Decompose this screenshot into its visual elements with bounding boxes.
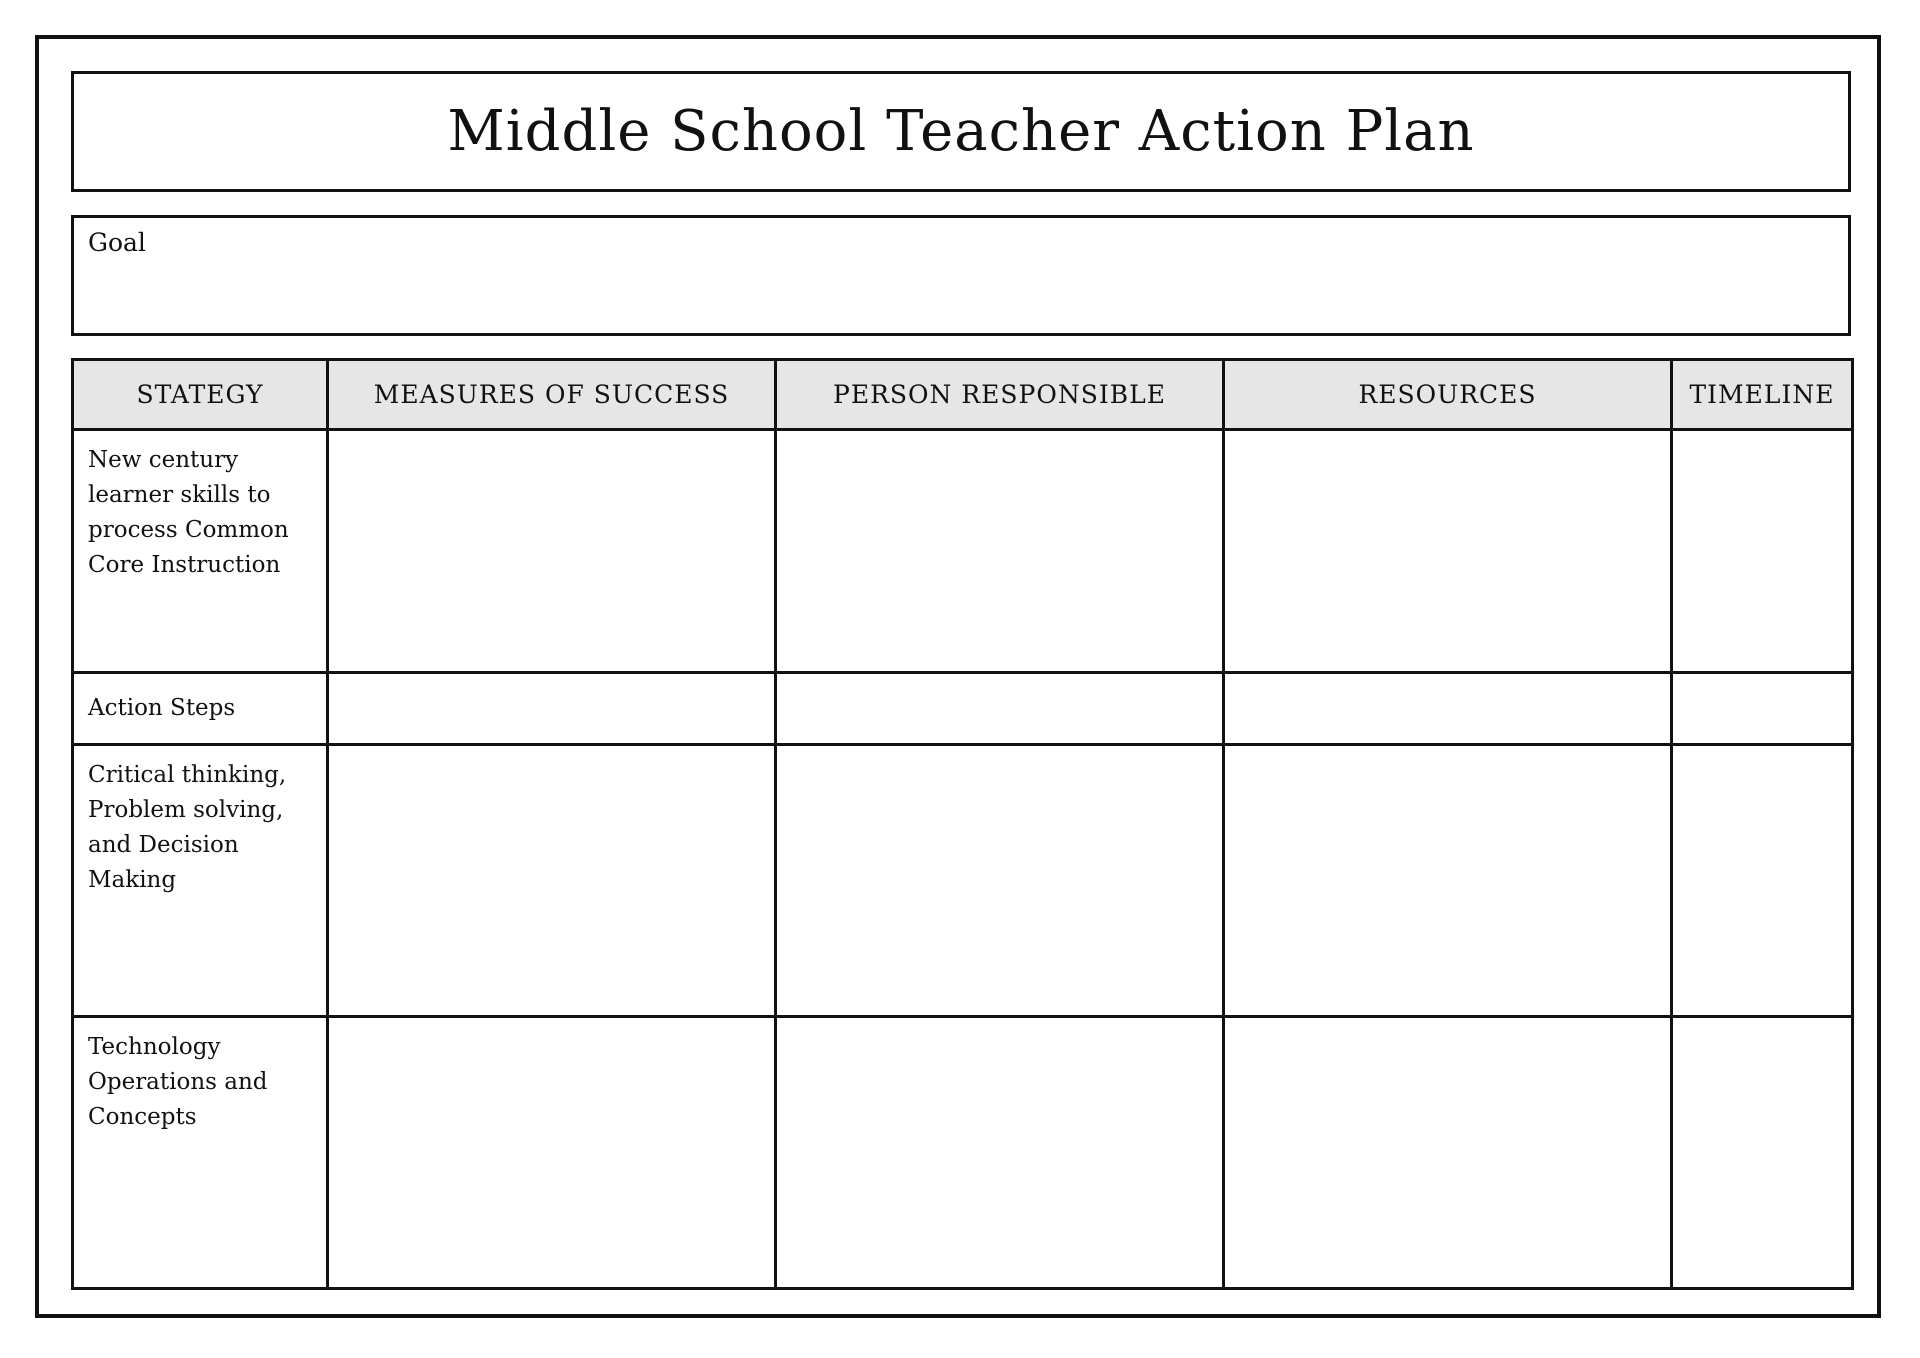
- person-cell[interactable]: [776, 1017, 1224, 1289]
- page-title: Middle School Teacher Action Plan: [447, 99, 1475, 164]
- timeline-cell[interactable]: [1672, 430, 1853, 673]
- strategy-cell: New century learner skills to process Common Core Instruction: [73, 430, 328, 673]
- person-cell[interactable]: [776, 430, 1224, 673]
- measures-cell[interactable]: [328, 430, 776, 673]
- action-plan-table: [71, 358, 1854, 1290]
- goal-label: Goal: [88, 228, 146, 257]
- person-cell[interactable]: [776, 673, 1224, 745]
- header-resources: RESOURCES: [1224, 360, 1672, 430]
- header-person-responsible: PERSON RESPONSIBLE: [776, 360, 1224, 430]
- resources-cell[interactable]: [1224, 1017, 1672, 1289]
- title-box: [71, 71, 1851, 192]
- table-row: [73, 1017, 1853, 1289]
- table-row: [73, 430, 1853, 673]
- strategy-cell: Technology Operations and Concepts: [73, 1017, 328, 1289]
- header-strategy: STATEGY: [73, 360, 328, 430]
- resources-cell[interactable]: [1224, 745, 1672, 1017]
- person-cell[interactable]: [776, 745, 1224, 1017]
- resources-cell[interactable]: [1224, 673, 1672, 745]
- measures-cell[interactable]: [328, 673, 776, 745]
- measures-cell[interactable]: [328, 745, 776, 1017]
- strategy-cell: Critical thinking, Problem solving, and Decision Making: [73, 745, 328, 1017]
- goal-field[interactable]: [71, 215, 1851, 336]
- table-row: [73, 745, 1853, 1017]
- header-measures-of-success: MEASURES OF SUCCESS: [328, 360, 776, 430]
- timeline-cell[interactable]: [1672, 1017, 1853, 1289]
- table-header-row: [73, 360, 1853, 430]
- measures-cell[interactable]: [328, 1017, 776, 1289]
- timeline-cell[interactable]: [1672, 673, 1853, 745]
- header-timeline: TIMELINE: [1672, 360, 1853, 430]
- resources-cell[interactable]: [1224, 430, 1672, 673]
- table-row: [73, 673, 1853, 745]
- strategy-cell: Action Steps: [73, 673, 328, 745]
- timeline-cell[interactable]: [1672, 745, 1853, 1017]
